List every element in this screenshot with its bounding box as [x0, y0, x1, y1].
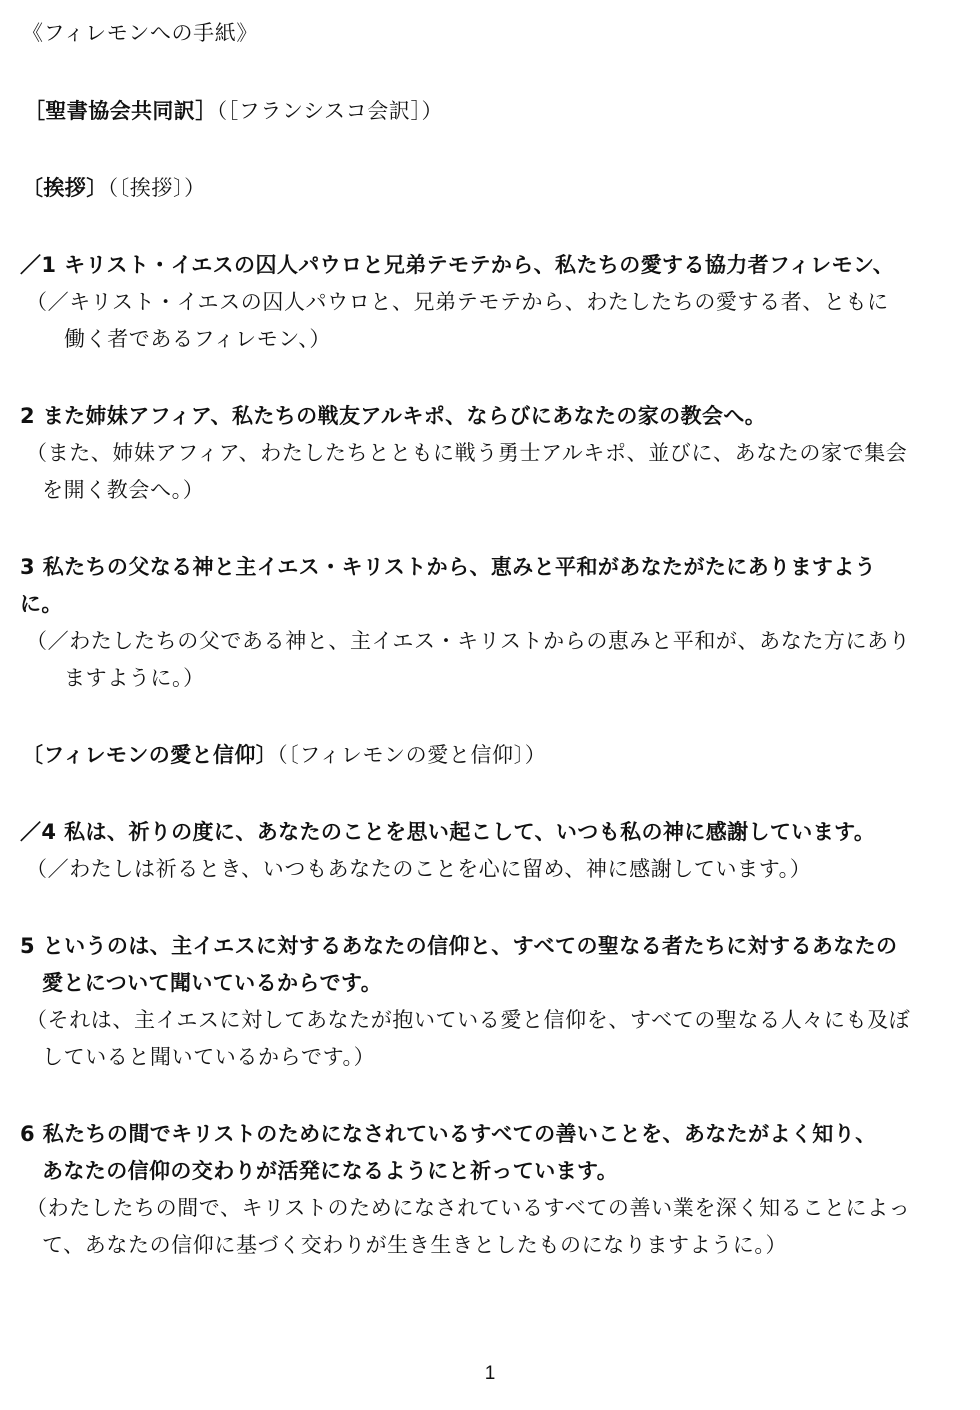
- verse-alternate-line: （／わたしたちの父である神と、主イエス・キリストからの恵みと平和が、あなた方にあり: [26, 629, 911, 653]
- section-heading-alternate: （〔フィレモンの愛と信仰〕）: [277, 743, 547, 767]
- page-number: 1: [484, 1363, 496, 1384]
- verse-primary-line: 2 また姉妹アフィア、私たちの戦友アルキポ、ならびにあなたの家の教会へ。: [20, 404, 767, 428]
- verse-alternate-line: を開く教会へ。）: [42, 478, 205, 502]
- verse-alternate-line: していると聞いているからです。）: [42, 1045, 376, 1069]
- verse-alternate-line: （それは、主イエスに対してあなたが抱いている愛と信仰を、すべての聖なる人々にも及ぼ: [26, 1008, 911, 1032]
- section-heading-alternate: （〔挨拶〕）: [107, 176, 206, 200]
- alternate-translation-label: （［フランシスコ会訳］）: [216, 99, 444, 123]
- section-heading-primary: 〔フィレモンの愛と信仰〕: [22, 743, 278, 767]
- verse-alternate-line: ますように。）: [64, 666, 205, 690]
- verse-alternate-line: （／キリスト・イエスの囚人パウロと、兄弟テモテから、わたしたちの愛する者、ともに: [26, 290, 889, 314]
- verse-primary-line: ／4 私は、祈りの度に、あなたのことを思い起こして、いつも私の神に感謝しています。: [20, 820, 876, 844]
- verse-primary-line: あなたの信仰の交わりが活発になるようにと祈っています。: [42, 1159, 619, 1183]
- verse-primary-line: に。: [20, 592, 63, 616]
- verse-primary-line: 3 私たちの父なる神と主イエス・キリストから、恵みと平和があなたがたにありますよう: [20, 555, 877, 579]
- verse-primary-line: 愛とについて聞いているからです。: [42, 971, 383, 995]
- verse-alternate-line: 働く者であるフィレモン、）: [64, 327, 331, 351]
- verse-primary-line: ／1 キリスト・イエスの囚人パウロと兄弟テモテから、私たちの愛する協力者フィレモン、: [20, 253, 895, 277]
- section-heading: [22, 740, 546, 770]
- section-heading: [22, 173, 206, 203]
- verse-alternate-line: （わたしたちの間で、キリストのためになされているすべての善い業を深く知ることによっ: [26, 1196, 911, 1220]
- verse-primary-line: 6 私たちの間でキリストのためになされているすべての善いことを、あなたがよく知り、: [20, 1122, 877, 1146]
- translation-header: [24, 96, 443, 126]
- verse-primary-line: 5 というのは、主イエスに対するあなたの信仰と、すべての聖なる者たちに対するあなたの: [20, 934, 898, 958]
- verse-alternate-line: （／わたしは祈るとき、いつもあなたのことを心に留め、神に感謝しています。）: [26, 857, 812, 881]
- section-heading-primary: 〔挨拶〕: [22, 176, 108, 200]
- primary-translation-label: ［聖書協会共同訳］: [24, 99, 217, 123]
- verse-alternate-line: て、あなたの信仰に基づく交わりが生き生きとしたものになりますように。）: [42, 1233, 788, 1257]
- verse-alternate-line: （また、姉妹アフィア、わたしたちとともに戦う勇士アルキポ、並びに、あなたの家で集会: [26, 441, 908, 465]
- document-title: 《フィレモンへの手紙》: [22, 21, 258, 45]
